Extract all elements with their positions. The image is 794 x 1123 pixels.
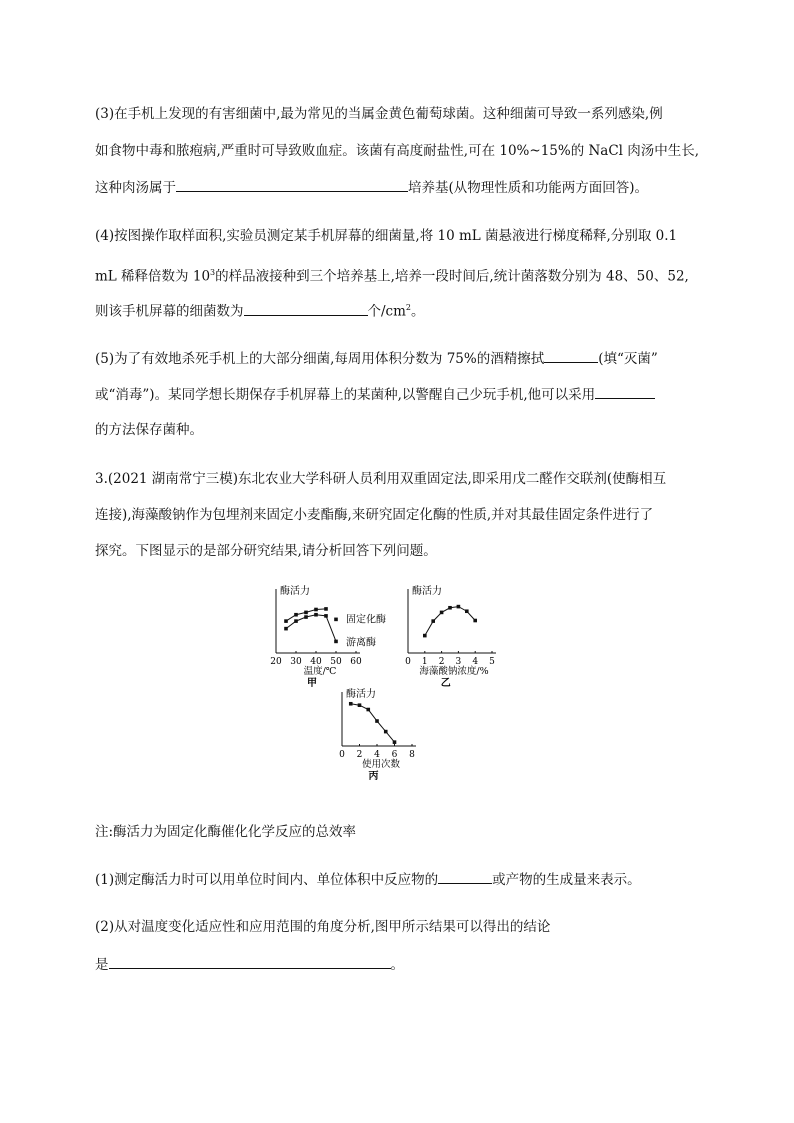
chart-jia bbox=[262, 585, 392, 690]
x-tick-label: 30 bbox=[290, 657, 302, 667]
q3-line1: (3)在手机上发现的有害细菌中,最为常见的当属金黄色葡萄球菌。这种细菌可导致一系列感染,例 bbox=[95, 106, 663, 122]
q4-line3-post: 个/cm bbox=[367, 303, 406, 320]
p3-line1: 3.(2021 湖南常宁三模)东北农业大学科研人员利用双重固定法,即采用戊二醛作交联剂(使酶相互 bbox=[95, 471, 667, 487]
data-point bbox=[284, 619, 288, 623]
series-label: 固定化酶 bbox=[346, 614, 386, 626]
x-axis-label: 温度/℃ bbox=[303, 666, 337, 677]
sub2-answer-blank[interactable] bbox=[109, 954, 391, 969]
x-tick-label: 20 bbox=[270, 657, 282, 667]
data-point bbox=[304, 611, 308, 615]
sub1-answer-blank[interactable] bbox=[438, 869, 492, 884]
x-tick-label: 50 bbox=[330, 657, 342, 667]
y-axis-label: 酶活力 bbox=[280, 586, 310, 597]
sub1-pre: (1)测定酶活力时可以用单位时间内、单位体积中反应物的 bbox=[95, 872, 439, 888]
x-tick-label: 4 bbox=[472, 657, 479, 667]
q4-line3-pre: 则该手机屏幕的细菌数为 bbox=[95, 303, 244, 320]
q5-line1-pre: (5)为了有效地杀死手机上的大部分细菌,每周用体积分数为 75%的酒精擦拭 bbox=[95, 351, 545, 367]
chart-bing bbox=[330, 688, 440, 793]
data-point bbox=[349, 702, 353, 706]
p3-line3: 探究。下图显示的是部分研究结果,请分析回答下列问题。 bbox=[95, 543, 437, 559]
data-point bbox=[423, 634, 427, 638]
x-tick-label: 0 bbox=[405, 657, 411, 667]
q5-answer-blank-2[interactable] bbox=[595, 384, 655, 399]
data-point bbox=[393, 740, 397, 744]
x-tick-label: 5 bbox=[489, 657, 495, 667]
x-tick-label: 8 bbox=[409, 750, 415, 760]
q5-line2-pre: 或“消毒”)。某同学想长期保存手机屏幕上的某菌种,以警醒自己少玩手机,他可以采用 bbox=[95, 387, 596, 403]
q4-line2-pre: mL 稀释倍数为 10 bbox=[95, 268, 211, 285]
q4-answer-blank[interactable] bbox=[244, 301, 368, 316]
x-tick-label: 2 bbox=[438, 657, 445, 667]
sub2-line2 bbox=[95, 954, 404, 975]
data-point bbox=[457, 605, 461, 609]
q5-line3: 的方法保存菌种。 bbox=[95, 422, 203, 438]
chart-caption: 甲 bbox=[307, 678, 317, 689]
data-point bbox=[473, 619, 477, 623]
x-tick-label: 0 bbox=[339, 750, 345, 760]
q4-line3-end: 。 bbox=[411, 303, 425, 320]
data-point bbox=[334, 640, 338, 644]
series-line bbox=[351, 704, 395, 742]
data-point bbox=[448, 606, 452, 610]
q3-line3-post: 培养基(从物理性质和功能两方面回答)。 bbox=[408, 180, 649, 196]
note: 注:酶活力为固定化酶催化化学反应的总效率 bbox=[95, 824, 357, 840]
data-point bbox=[294, 619, 298, 623]
q4-line2 bbox=[95, 263, 689, 287]
data-point bbox=[324, 614, 328, 618]
q4-line1: (4)按图操作取样面积,实验员测定某手机屏幕的细菌量,将 10 mL 菌悬液进行梯度稀释,分别取 0.1 bbox=[95, 228, 678, 244]
data-point bbox=[440, 611, 444, 615]
data-point bbox=[324, 607, 328, 611]
q3-answer-blank[interactable] bbox=[176, 177, 408, 192]
data-point bbox=[375, 719, 379, 723]
sub2-line2-pre: 是 bbox=[95, 957, 109, 973]
x-axis-label: 海藻酸钠浓度/% bbox=[419, 666, 489, 677]
q4-line3 bbox=[95, 298, 425, 322]
q5-line2 bbox=[95, 384, 655, 405]
data-point bbox=[431, 619, 435, 623]
data-point bbox=[304, 615, 308, 619]
x-tick-label: 1 bbox=[421, 657, 428, 667]
data-point bbox=[384, 730, 388, 734]
series-label: 游离酶 bbox=[346, 637, 376, 649]
data-point bbox=[465, 609, 469, 613]
sub2-line1: (2)从对温度变化适应性和应用范围的角度分析,图甲所示结果可以得出的结论 bbox=[95, 919, 551, 935]
data-point bbox=[284, 627, 288, 631]
sub1-line bbox=[95, 869, 641, 890]
q3-line2: 如食物中毒和脓疱病,严重时可导致败血症。该菌有高度耐盐性,可在 10%~15%的 NaCl 肉汤中生长, bbox=[95, 143, 700, 159]
x-tick-label: 4 bbox=[374, 750, 380, 760]
data-point bbox=[314, 608, 318, 612]
series-line bbox=[286, 615, 336, 642]
x-tick-label: 3 bbox=[455, 657, 462, 667]
x-axis-label: 使用次数 bbox=[361, 759, 401, 770]
data-point bbox=[366, 708, 370, 712]
y-axis-label: 酶活力 bbox=[346, 689, 376, 700]
chart-caption: 丙 bbox=[368, 771, 379, 782]
x-tick-label: 40 bbox=[310, 657, 322, 667]
y-axis-label: 酶活力 bbox=[412, 586, 442, 597]
q5-answer-blank-1[interactable] bbox=[544, 348, 598, 363]
q5-line1-post: (填“灭菌” bbox=[598, 351, 658, 367]
data-point bbox=[314, 613, 318, 617]
chart-yi bbox=[395, 585, 525, 690]
q3-line3 bbox=[95, 177, 648, 198]
x-tick-label: 60 bbox=[350, 657, 362, 667]
q5-line1 bbox=[95, 348, 658, 369]
q4-line3-sup: 2 bbox=[405, 303, 412, 312]
data-point bbox=[334, 618, 338, 622]
data-point bbox=[294, 613, 298, 617]
sub2-line2-post: 。 bbox=[390, 957, 404, 973]
sub1-post: 或产物的生成量来表示。 bbox=[492, 872, 641, 888]
q3-line3-pre: 这种肉汤属于 bbox=[95, 180, 176, 196]
q4-line2-post: 的样品液接种到三个培养基上,培养一段时间后,统计菌落数分别为 48、50、52, bbox=[215, 268, 689, 285]
x-tick-label: 2 bbox=[356, 750, 363, 760]
x-tick-label: 6 bbox=[391, 750, 398, 760]
p3-line2: 连接),海藻酸钠作为包埋剂来固定小麦酯酶,来研究固定化酶的性质,并对其最佳固定条件进行了 bbox=[95, 507, 654, 523]
chart-caption: 乙 bbox=[440, 678, 451, 689]
data-point bbox=[358, 703, 362, 707]
q4-line2-sup: 3 bbox=[210, 268, 216, 277]
